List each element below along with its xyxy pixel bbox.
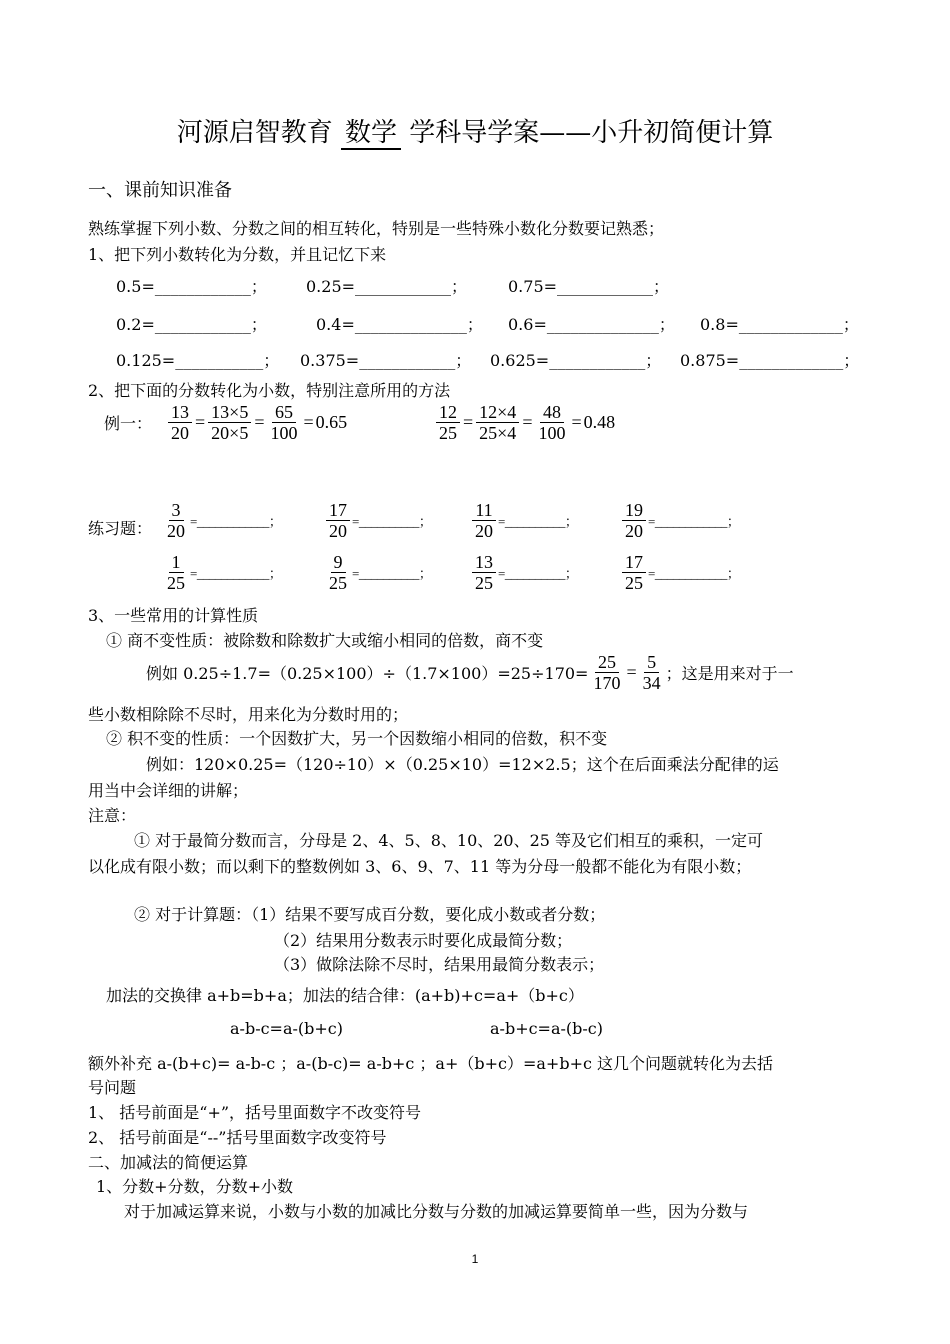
- property-1-example: 例如 0.25÷1.7=（0.25×100）÷（1.7×100）=25÷170= $\frac{25}{170}$ = $\frac{5}{34}$ ；这是用来对于一: [146, 652, 794, 693]
- decimal-blank[interactable]: 0.75=____________；: [508, 277, 670, 296]
- practice-label: 练习题：: [88, 519, 153, 538]
- title-subject: 数学: [341, 118, 401, 150]
- section2-item1: 1、分数+分数，分数+小数: [96, 1177, 293, 1196]
- note-2: ② 对于计算题：（1）结果不要写成百分数，要化成小数或者分数；: [134, 905, 606, 924]
- practice-item[interactable]: $\frac{13}{25}$ =__________；: [470, 552, 577, 593]
- note-2c: （3）做除法除不尽时，结果用最简分数表示；: [274, 955, 605, 974]
- property-2-example-cont: 用当中会详细的讲解；: [88, 781, 249, 800]
- item1-heading: 1、把下列小数转化为分数，并且记忆下来: [88, 245, 387, 264]
- note-1: ① 对于最简分数而言，分母是 2、4、5、8、10、20、25 等及它们相互的乘积，一定可: [134, 831, 764, 850]
- example-label: 例一：: [104, 414, 153, 433]
- section2-paragraph: 对于加减运算来说，小数与小数的加减比分数与分数的加减运算要简单一些，因为分数与: [124, 1202, 749, 1221]
- decimal-blank[interactable]: 0.25=____________；: [306, 277, 468, 296]
- property-2-example: 例如：120×0.25=（120÷10）×（0.25×10）=12×2.5；这个在后面乘法分配律的运: [146, 755, 779, 774]
- title-prefix: 河源启智教育: [176, 118, 333, 148]
- section1-intro: 熟练掌握下列小数、分数之间的相互转化，特别是一些特殊小数化分数要记熟悉；: [88, 219, 665, 238]
- example-1: 例一： $\frac{13}{20}$ = $\frac{13\times 5}{20\times 5}$ = $\frac{65}{100}$ = 0.65: [104, 402, 348, 443]
- example-2: $\frac{12}{25}$ = $\frac{12\times 4}{25\times 4}$ = $\frac{48}{100}$ = 0.48: [434, 402, 616, 443]
- decimal-blank[interactable]: 0.2=____________；: [116, 315, 267, 334]
- fraction: $\frac{48}{100}$: [538, 402, 566, 443]
- decimal-blank[interactable]: 0.5=____________；: [116, 277, 267, 296]
- decimal-blank[interactable]: 0.875=_____________；: [680, 351, 860, 370]
- bracket-rule-2: 2、 括号前面是“--”括号里面数字改变符号: [88, 1128, 387, 1147]
- practice-item[interactable]: $\frac{1}{25}$ =____________；: [167, 552, 282, 593]
- extra-note-cont: 号问题: [88, 1078, 137, 1097]
- section1-heading: 一、课前知识准备: [88, 180, 232, 201]
- item3-heading: 3、一些常用的计算性质: [88, 606, 259, 625]
- example-result: 0.65: [315, 412, 348, 432]
- decimal-blank[interactable]: 0.6=______________；: [508, 315, 675, 334]
- note-1-cont: 以化成有限小数；而以剩下的整数例如 3、6、9、7、11 等为分母一般都不能化为有限小数；: [88, 857, 752, 876]
- decimal-blank[interactable]: 0.4=______________；: [316, 315, 483, 334]
- title-suffix: 学科导学案——小升初简便计算: [409, 118, 774, 148]
- decimal-blank[interactable]: 0.375=____________；: [300, 351, 472, 370]
- example-result: 0.48: [583, 412, 616, 432]
- subtraction-law-b: a-b+c=a-(b-c): [490, 1019, 603, 1038]
- fraction: $\frac{12}{25}$: [436, 402, 460, 443]
- note-label: 注意：: [88, 806, 137, 825]
- practice-item[interactable]: $\frac{19}{20}$ =____________；: [620, 500, 739, 541]
- fraction: $\frac{65}{100}$: [270, 402, 298, 443]
- fraction: $\frac{12\times 4}{25\times 4}$: [476, 402, 519, 443]
- page-number: 1: [471, 1252, 479, 1266]
- property-1-example-cont: 些小数相除除不尽时，用来化为分数时用的；: [88, 705, 409, 724]
- property-1: ① 商不变性质：被除数和除数扩大或缩小相同的倍数，商不变: [106, 631, 544, 650]
- practice-item[interactable]: $\frac{11}{20}$ =__________；: [470, 500, 577, 541]
- decimal-blank[interactable]: 0.8=_____________；: [700, 315, 859, 334]
- page-title: [0, 112, 950, 149]
- fraction: $\frac{13}{20}$: [168, 402, 192, 443]
- practice-item[interactable]: $\frac{9}{25}$ =__________；: [329, 552, 432, 593]
- decimal-blank[interactable]: 0.125=___________；: [116, 351, 280, 370]
- property-2: ② 积不变的性质：一个因数扩大，另一个因数缩小相同的倍数，积不变: [106, 729, 608, 748]
- practice-item[interactable]: $\frac{3}{20}$ =____________；: [167, 500, 282, 541]
- subtraction-law-a: a-b-c=a-(b+c): [230, 1019, 343, 1038]
- extra-note: 额外补充 a-(b+c)= a-b-c ；a-(b-c)= a-b+c ；a+（b+c）=a+b+c 这几个问题就转化为去括: [88, 1054, 774, 1073]
- note-2b: （2）结果用分数表示时要化成最简分数；: [274, 931, 573, 950]
- addition-laws: 加法的交换律 a+b=b+a；加法的结合律：(a+b)+c=a+（b+c）: [106, 986, 584, 1005]
- bracket-rule-1: 1、 括号前面是“+”，括号里面数字不改变符号: [88, 1103, 422, 1122]
- fraction: $\frac{13\times 5}{20\times 5}$: [208, 402, 251, 443]
- practice-item[interactable]: $\frac{17}{20}$ =__________；: [324, 500, 431, 541]
- item2-heading: 2、把下面的分数转化为小数，特别注意所用的方法: [88, 381, 451, 400]
- decimal-blank[interactable]: 0.625=____________；: [490, 351, 662, 370]
- section2-heading: 二、加减法的简便运算: [88, 1153, 249, 1172]
- practice-item[interactable]: $\frac{17}{25}$ =____________；: [620, 552, 739, 593]
